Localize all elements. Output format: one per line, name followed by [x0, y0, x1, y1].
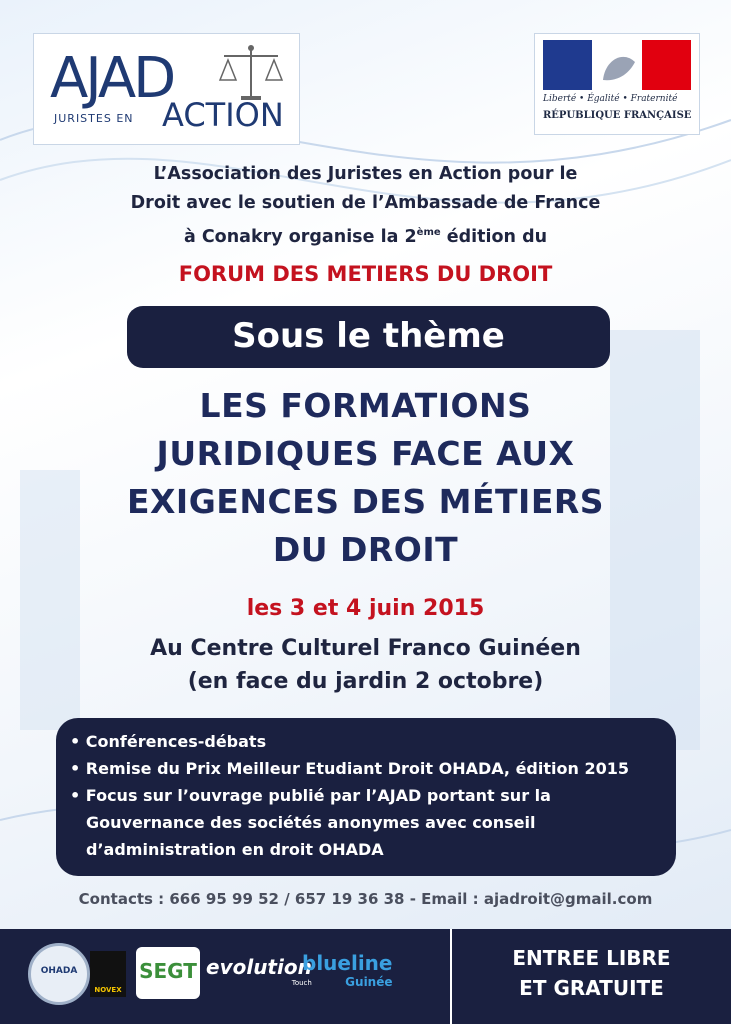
- intro-line: à Conakry organise la 2ème édition du: [183, 226, 548, 247]
- venue-line: Au Centre Culturel Franco Guinéen: [150, 636, 581, 661]
- theme-line: JURIDIQUES FACE AUX: [156, 434, 575, 473]
- forum-title: FORUM DES METIERS DU DROIT: [178, 262, 553, 286]
- theme-label-banner: Sous le thème: [127, 306, 610, 368]
- program-list: [56, 718, 676, 863]
- program-box: [56, 718, 676, 876]
- theme-line: DU DROIT: [272, 530, 459, 569]
- free-entry-line: ENTREE LIBRE: [512, 946, 671, 970]
- program-item: • Focus sur l’ouvrage publié par l’AJAD portant sur la: [70, 786, 551, 805]
- blueline-logo: blueline Guinée: [302, 951, 393, 989]
- ajad-logo-word: AJAD: [50, 46, 174, 111]
- intro-line: Droit avec le soutien de l’Ambassade de France: [130, 193, 601, 213]
- rf-motto: Liberté • Égalité • Fraternité: [543, 94, 678, 104]
- ajad-logo: [33, 33, 300, 145]
- program-item-continuation: Gouvernance des sociétés anonymes avec conseil: [86, 813, 536, 832]
- ajad-logo-action: ACTION: [162, 96, 284, 134]
- intro-text: [0, 160, 731, 252]
- program-item-continuation: d’administration en droit OHADA: [86, 840, 384, 859]
- theme-line: LES FORMATIONS: [199, 386, 532, 425]
- novex-logo: NOVEX: [90, 951, 126, 997]
- free-entry-line: ET GRATUITE: [519, 976, 664, 1000]
- rf-name: RÉPUBLIQUE FRANÇAISE: [543, 110, 692, 121]
- event-dates: les 3 et 4 juin 2015: [246, 596, 485, 621]
- ajad-logo-sub: JURISTES EN: [54, 112, 134, 125]
- program-item: • Remise du Prix Meilleur Etudiant Droit OHADA, édition 2015: [70, 759, 629, 778]
- intro-line: L’Association des Juristes en Action pour le: [153, 164, 578, 184]
- theme-line: EXIGENCES DES MÉTIERS: [126, 482, 605, 521]
- evolution-logo: evolution Touch: [206, 955, 312, 987]
- marianne-flag-icon: [543, 40, 691, 90]
- theme-title: [0, 382, 731, 574]
- event-venue: [0, 632, 731, 698]
- footer-bar: [0, 929, 731, 1024]
- ohada-logo: OHADA: [28, 943, 90, 1005]
- republique-francaise-logo: [534, 33, 700, 135]
- free-entry-text: [452, 943, 731, 1003]
- venue-line: (en face du jardin 2 octobre): [187, 669, 544, 694]
- contacts-line: Contacts : 666 95 99 52 / 657 19 36 38 - Email : ajadroit@gmail.com: [78, 890, 653, 908]
- program-item: • Conférences-débats: [70, 732, 267, 751]
- segt-logo: SEGT: [136, 947, 200, 999]
- scales-of-justice-icon: [216, 42, 286, 102]
